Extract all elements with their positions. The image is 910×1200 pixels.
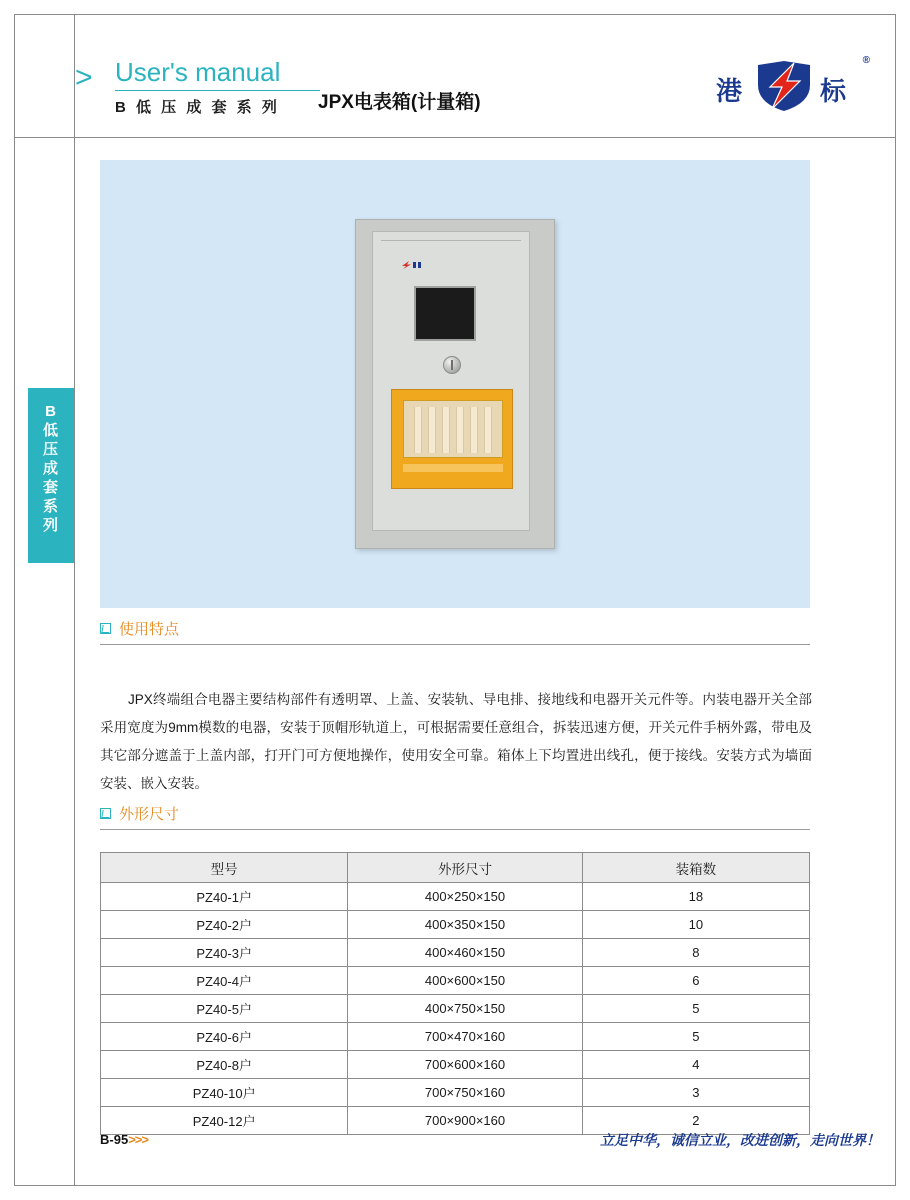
- cell-dimensions: 400×600×150: [348, 967, 582, 995]
- section-heading-dimensions: [100, 803, 810, 830]
- table-header-dimensions: 外形尺寸: [348, 853, 582, 883]
- cell-quantity: 10: [582, 911, 809, 939]
- header-divider: [15, 137, 896, 138]
- section-marker-icon: [100, 623, 111, 634]
- registered-trademark-icon: ®: [862, 55, 870, 66]
- breaker-bar: [403, 464, 503, 472]
- footer-slogan: 立足中华，诚信立业，改进创新，走向世界！: [600, 1132, 880, 1148]
- cell-quantity: 8: [582, 939, 809, 967]
- table-row: [101, 939, 810, 967]
- dimensions-table: [100, 852, 810, 1135]
- side-tab-line-6: 列: [42, 517, 59, 534]
- section-divider-features: [100, 644, 810, 645]
- brand-mark-icon: [397, 260, 431, 270]
- table-row: [101, 883, 810, 911]
- sidebar-series-tab: [28, 388, 74, 563]
- cell-dimensions: 400×350×150: [348, 911, 582, 939]
- table-row: [101, 1051, 810, 1079]
- cell-quantity: 18: [582, 883, 809, 911]
- table-row: [101, 1023, 810, 1051]
- table-row: [101, 995, 810, 1023]
- meter-display-window: [414, 286, 476, 341]
- side-tab-line-1: 低: [42, 422, 59, 439]
- section-marker-icon: [100, 808, 111, 819]
- cell-model: PZ40-8户: [101, 1051, 348, 1079]
- side-tab-line-4: 套: [42, 479, 59, 496]
- cell-model: PZ40-3户: [101, 939, 348, 967]
- left-vertical-rule: [74, 15, 75, 1185]
- cell-dimensions: 700×750×160: [348, 1079, 582, 1107]
- page-number-label: B-95: [100, 1132, 129, 1147]
- company-logo: [710, 55, 870, 117]
- cell-quantity: 2: [582, 1107, 809, 1135]
- logo-char-right: 标: [820, 77, 847, 107]
- cell-dimensions: 400×750×150: [348, 995, 582, 1023]
- section-divider-dimensions: [100, 829, 810, 830]
- cell-model: PZ40-6户: [101, 1023, 348, 1051]
- table-row: [101, 967, 810, 995]
- cell-model: PZ40-5户: [101, 995, 348, 1023]
- side-tab-line-3: 成: [42, 460, 59, 477]
- section-title-dimensions: 外形尺寸: [119, 806, 180, 823]
- section-title-features: 使用特点: [119, 621, 180, 638]
- cell-model: PZ40-2户: [101, 911, 348, 939]
- page-arrows-icon: >>>: [128, 1132, 148, 1147]
- breaker-panel: [391, 389, 513, 489]
- page-title: JPX电表箱(计量箱): [318, 92, 481, 113]
- cell-dimensions: 700×600×160: [348, 1051, 582, 1079]
- door-seam: [381, 240, 521, 241]
- cell-dimensions: 400×460×150: [348, 939, 582, 967]
- manual-title: User's manual: [115, 57, 281, 87]
- cell-dimensions: 700×470×160: [348, 1023, 582, 1051]
- section-heading-features: [100, 618, 810, 645]
- logo-badge: [710, 55, 868, 115]
- cell-dimensions: 700×900×160: [348, 1107, 582, 1135]
- breaker-window: [403, 400, 503, 458]
- cell-model: PZ40-12户: [101, 1107, 348, 1135]
- side-tab-line-0: B: [45, 403, 57, 420]
- cell-quantity: 4: [582, 1051, 809, 1079]
- jpx-meter-box-illustration: [355, 219, 555, 549]
- logo-char-left: 港: [716, 77, 743, 107]
- manual-title-block: [115, 57, 320, 117]
- table-header-quantity: 装箱数: [582, 853, 809, 883]
- cell-model: PZ40-1户: [101, 883, 348, 911]
- cell-quantity: 3: [582, 1079, 809, 1107]
- cell-model: PZ40-4户: [101, 967, 348, 995]
- lightning-shield-icon: [754, 59, 814, 113]
- cell-quantity: 6: [582, 967, 809, 995]
- side-tab-line-2: 压: [42, 441, 59, 458]
- cell-quantity: 5: [582, 1023, 809, 1051]
- meter-box-door: [372, 231, 530, 531]
- chevron-right-icon: >: [75, 61, 93, 94]
- side-tab-line-5: 系: [42, 498, 59, 515]
- product-image-panel: [100, 160, 810, 608]
- table-row: [101, 911, 810, 939]
- cell-quantity: 5: [582, 995, 809, 1023]
- cell-model: PZ40-10户: [101, 1079, 348, 1107]
- cell-dimensions: 400×250×150: [348, 883, 582, 911]
- lock-icon: [443, 356, 461, 374]
- page-number: [100, 1132, 148, 1147]
- features-body-text: JPX终端组合电器主要结构部件有透明罩、上盖、安装轨、导电排、接地线和电器开关元件等。内装电器开关全部采用宽度为9mm模数的电器，安装于顶帽形轨道上，可根据需要任意组合，拆装迅速方便，开关元件手柄外露，带电及其它部分遮盖于上盖内部，打开门可方便地操作，使用安全可靠。箱体上下均置进出线孔，便于接线。安装方式为墙面安装、嵌入安装。: [100, 692, 812, 791]
- page-header: [75, 45, 880, 137]
- table-header-row: [101, 853, 810, 883]
- manual-subtitle: B 低 压 成 套 系 列: [115, 90, 320, 117]
- table-header-model: 型号: [101, 853, 348, 883]
- table-row: [101, 1079, 810, 1107]
